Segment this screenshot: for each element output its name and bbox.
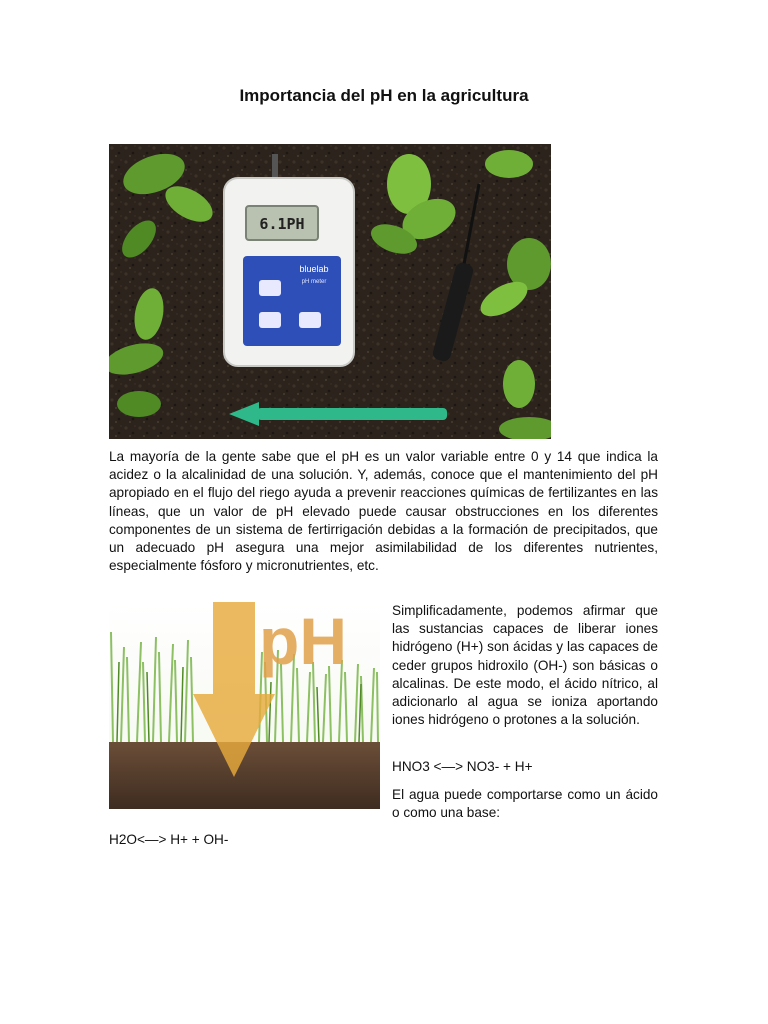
ph-meter-device <box>224 154 354 366</box>
ph-letters-graphic <box>259 604 347 678</box>
equation-water: H2O<—> H+ + OH- <box>109 832 229 847</box>
meter-brand: bluelab <box>299 264 329 274</box>
page-title: Importancia del pH en la agricultura <box>239 86 529 105</box>
lcd-reading: 6.1PH <box>259 215 305 233</box>
paragraph-acids-bases: Simplificadamente, podemos afirmar que las sustancias capaces de liberar iones hidrógeno (H+) son ácidas y las capaces de ceder grupos hidroxilo (OH-) son básicas o alcalinas. De este modo, el ácido nítrico, al adicionarlo al agua se ioniza aportando iones hidrógeno o protones a la solución. <box>392 603 658 728</box>
paragraph-water: El agua puede comportarse como un ácido o como una base: <box>392 787 658 821</box>
ph-arrow-photo <box>109 602 380 809</box>
ph-meter-photo <box>109 144 551 439</box>
meter-button <box>259 312 281 328</box>
meter-button <box>259 280 281 296</box>
meter-button <box>299 312 321 328</box>
ph-big-letters: pH <box>259 604 347 678</box>
equation-nitric-acid: HNO3 <—> NO3- + H+ <box>392 759 533 774</box>
meter-device-label: pH meter <box>301 279 327 285</box>
paragraph-intro: La mayoría de la gente sabe que el pH es un valor variable entre 0 y 14 que indica la acidez o la alcalinidad de una solución. Y, además, conoce que el mantenimiento del pH apropiado en el flujo del riego ayuda a prevenir reacciones químicas de fertilizantes en las líneas, que un valor de pH elevado puede causar obstrucciones en los diferentes componentes de un sistema de fertirrigación debidas a la formación de precipitados, que un adecuado pH asegura una mejor asimilabilidad de los diferentes nutrientes, especialmente fósforo y micronutrientes, etc. <box>109 449 658 574</box>
